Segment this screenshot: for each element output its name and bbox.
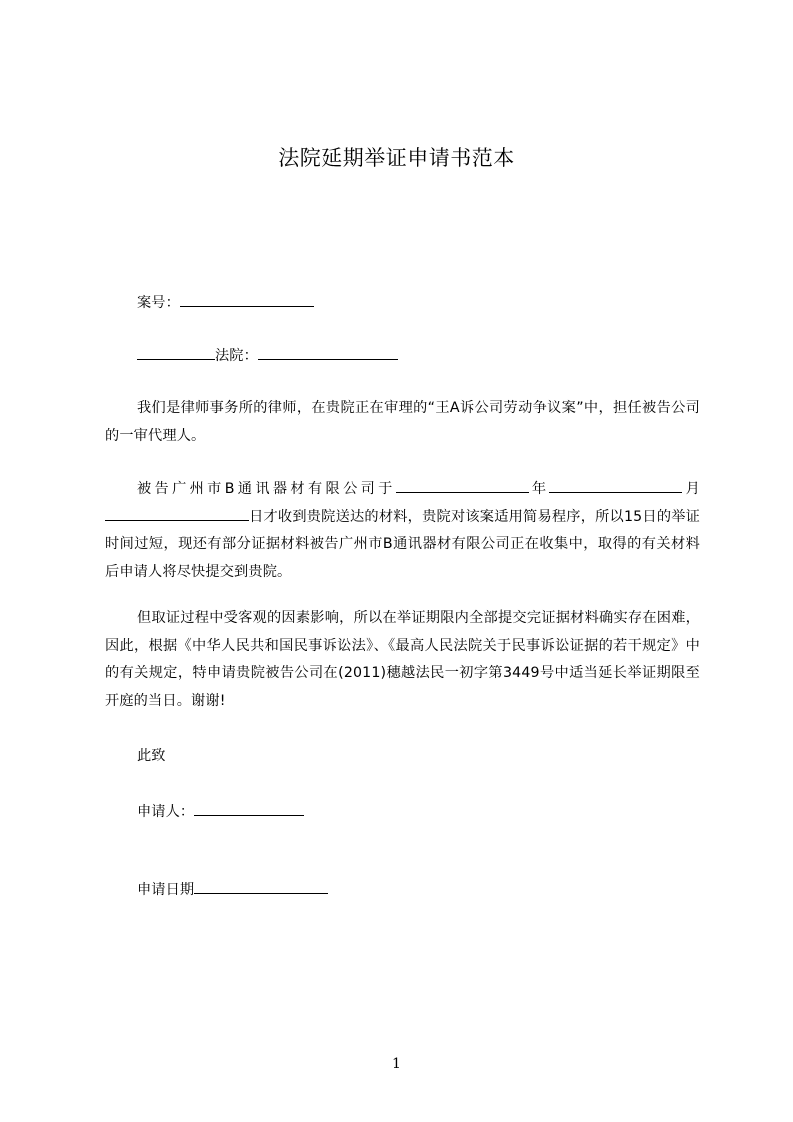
paragraph-2-part1: 被告广州市B通讯器材有限公司于 [137, 481, 396, 497]
case-number-blank [180, 292, 314, 307]
year-blank [396, 478, 529, 493]
case-number-label: 案号： [137, 295, 180, 311]
apply-date-line [137, 879, 328, 899]
apply-date-blank [194, 879, 328, 894]
court-line [137, 345, 398, 365]
apply-date-label: 申请日期 [137, 882, 195, 898]
applicant-label: 申请人： [137, 804, 195, 820]
applicant-blank [194, 801, 304, 816]
applicant-line [137, 801, 304, 821]
year-label: 年 [528, 481, 550, 497]
paragraph-3: 但取证过程中受客观的因素影响，所以在举证期限内全部提交完证据材料确实存在困难，因此，根据《中华人民共和国民事诉讼法》、《最高人民法院关于民事诉讼证据的若干规定》中的有关规定，特申请贵院被告公司在(2011)穗越法民一初字第3449号中适当延长举证期限至开庭的当日。谢谢! [105, 610, 700, 709]
paragraph-1: 我们是律师事务所的律师，在贵院正在审理的“王A诉公司劳动争议案”中，担任被告公司的一审代理人。 [105, 400, 700, 444]
paragraph-2-part2: 日才收到贵院送达的材料，贵院对该案适用简易程序，所以15日的举证时间过短，现还有部分证据材料被告广州市B通讯器材有限公司正在收集中，取得的有关材料后申请人将尽快提交到贵院。 [105, 508, 700, 580]
month-label: 月 [682, 481, 700, 497]
day-blank [105, 506, 249, 521]
month-blank [549, 478, 682, 493]
court-name-blank [137, 345, 215, 360]
court-blank [258, 345, 398, 360]
paragraph-2 [105, 476, 700, 586]
court-label: 法院： [215, 348, 258, 364]
case-number-line [137, 292, 314, 312]
closing-text: 此致 [137, 748, 166, 764]
page-number: 1 [392, 1056, 401, 1072]
page-title: 法院延期举证申请书范本 [278, 146, 515, 170]
